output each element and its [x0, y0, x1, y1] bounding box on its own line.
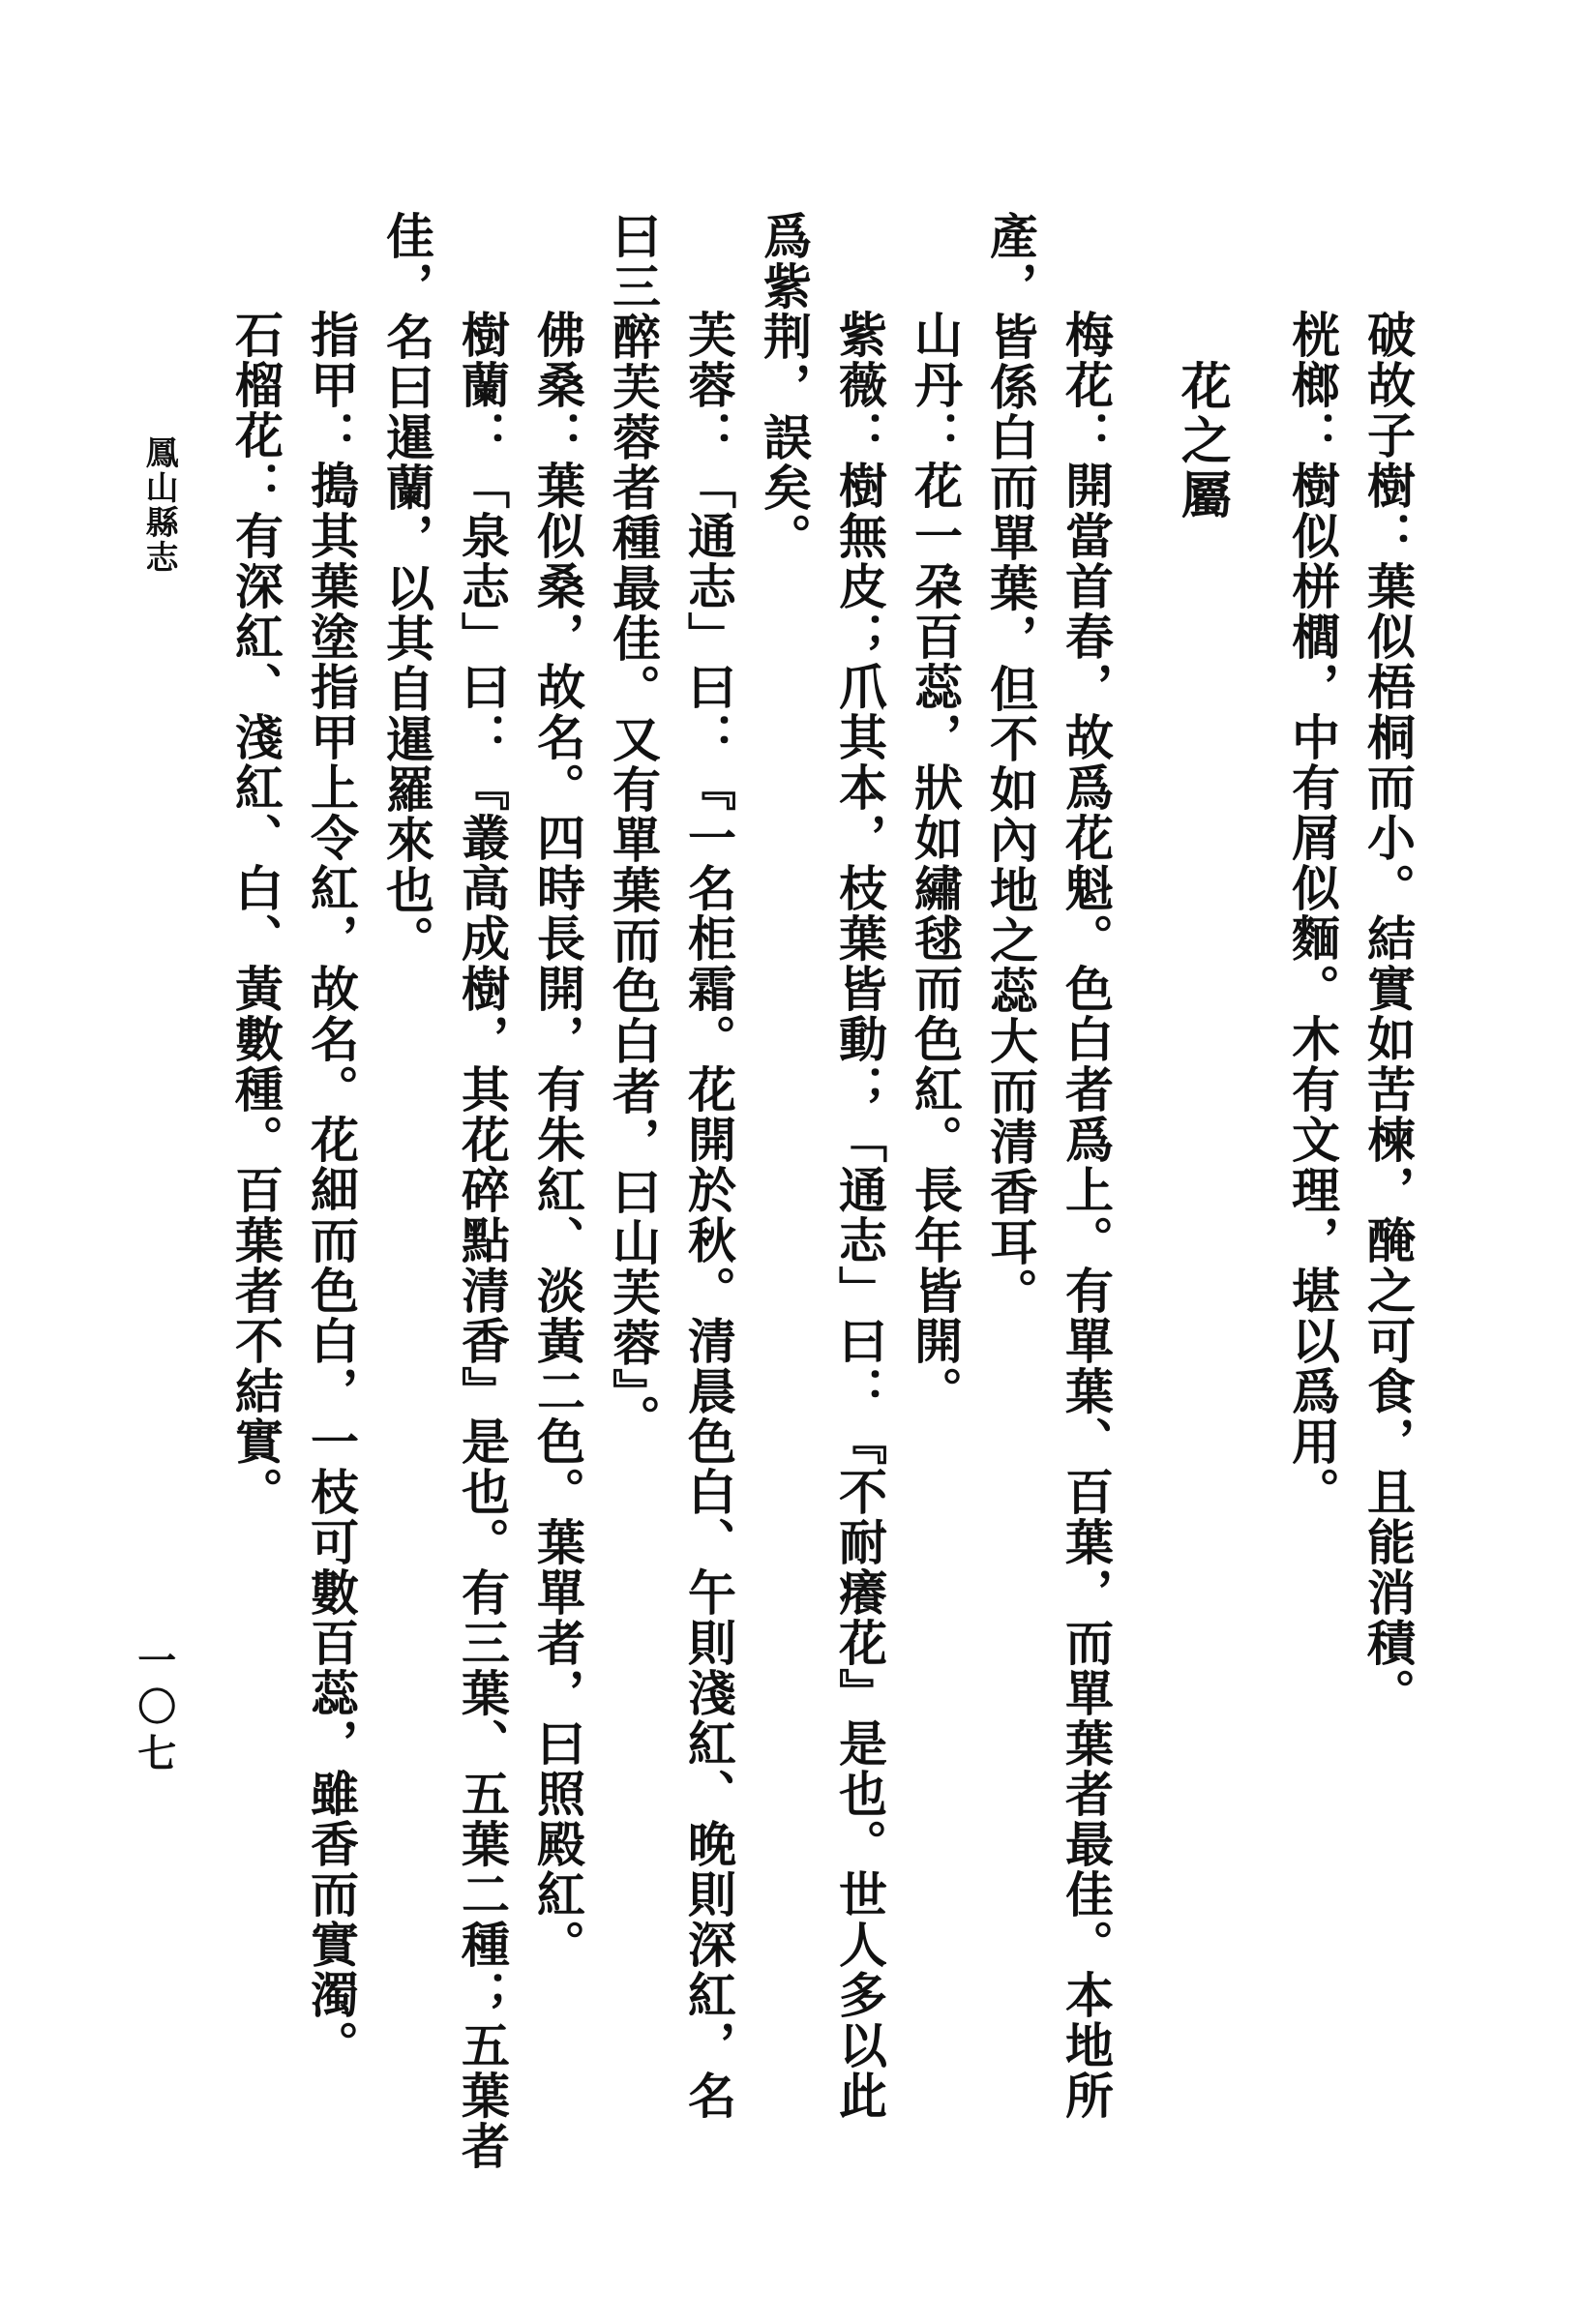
section-heading: 花之屬 — [1172, 360, 1231, 522]
entry-furong-line-1: 芙蓉：「通志」曰：『一名柜霜。花開於秋。清晨色白、午則淺紅、晚則深紅，名 — [680, 310, 736, 2121]
entry-ziwei-line-2: 爲紫荆，誤矣。 — [756, 211, 812, 563]
entry-pogu-zishu-line-1: 破故子樹：葉似梧桐而小。結實如苦楝，醃之可食，且能消積。 — [1359, 310, 1416, 1718]
entry-meihua-line-1: 梅花：開當首春，故爲花魁。色白者爲上。有單葉、百葉，而單葉者最佳。本地所 — [1058, 310, 1114, 2121]
entry-furong-line-2: 曰三醉芙蓉者種最佳。又有單葉而色白者，曰山芙蓉』。 — [605, 211, 661, 1445]
entry-fosang-line-1: 佛桑：葉似桑，故名。四時長開，有朱紅、淡黃二色。葉單者，曰照殿紅。 — [529, 310, 585, 1970]
entry-shandan-line-1: 山丹：花一朶百蕊，狀如繡毬而色紅。長年皆開。 — [907, 310, 963, 1416]
spine-title: 鳳山縣志 — [139, 435, 179, 575]
entry-zhijia-line-1: 指甲：搗其葉塗指甲上令紅，故名。花細而色白，一枝可數百蕊，雖香而實濁。 — [303, 310, 359, 2071]
entry-shulan-line-1: 樹蘭：「泉志」曰：『叢高成樹，其花碎點清香』是也。有三葉、五葉二種；五葉者 — [454, 310, 510, 2171]
entry-guanglang-line-1: 桄榔：樹似栟櫚，中有屑似麵。木有文理，堪以爲用。 — [1284, 310, 1340, 1517]
entry-shiliuhua-line-1: 石榴花：有深紅、淺紅、白、黃數種。百葉者不結實。 — [227, 310, 284, 1517]
entry-shulan-line-2: 佳，名曰暹蘭，以其自暹羅來也。 — [378, 211, 434, 966]
page-number: 一〇七 — [131, 1640, 176, 1779]
entry-ziwei-line-1: 紫薇：樹無皮；爪其本，枝葉皆動；「通志」曰：『不耐癢花』是也。世人多以此 — [831, 310, 887, 2121]
entry-meihua-line-2: 產，皆係白而單葉，但不如內地之蕊大而清香耳。 — [982, 211, 1038, 1318]
